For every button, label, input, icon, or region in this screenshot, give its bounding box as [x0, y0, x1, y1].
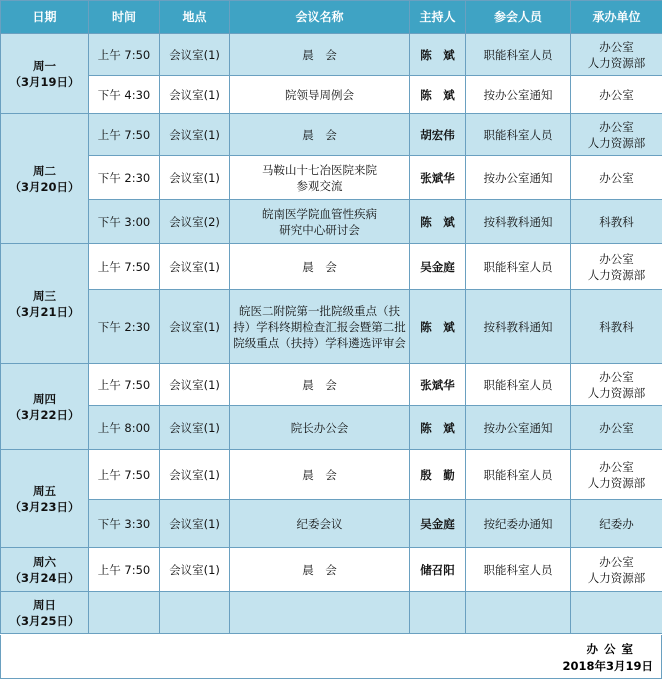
meeting-place: 会议室(1) — [160, 76, 230, 114]
table-row — [1, 76, 662, 114]
meeting-place: 会议室(1) — [160, 156, 230, 200]
meeting-time: 下午 3:00 — [89, 200, 160, 244]
meeting-attendees: 职能科室人员 — [466, 548, 571, 592]
meeting-host: 储召阳 — [410, 548, 466, 592]
day-cell — [1, 548, 89, 592]
meeting-place: 会议室(1) — [160, 34, 230, 76]
day-name: 周三 — [33, 288, 56, 303]
meeting-title: 皖南医学院血管性疾病 研究中心研讨会 — [230, 200, 410, 244]
day-cell — [1, 34, 89, 114]
meeting-attendees: 按办公室通知 — [466, 156, 571, 200]
meeting-attendees: 按办公室通知 — [466, 406, 571, 450]
day-cell — [1, 592, 89, 634]
header-time: 时间 — [89, 1, 160, 34]
table-row — [1, 34, 662, 76]
meeting-place: 会议室(1) — [160, 406, 230, 450]
day-name: 周五 — [33, 483, 56, 498]
header-attendees: 参会人员 — [466, 1, 571, 34]
meeting-time — [89, 592, 160, 634]
meeting-organizer — [571, 592, 662, 634]
meeting-place: 会议室(1) — [160, 500, 230, 548]
meeting-attendees: 按科教科通知 — [466, 200, 571, 244]
meeting-title: 院领导周例会 — [230, 76, 410, 114]
meeting-title: 晨 会 — [230, 450, 410, 500]
meeting-title: 晨 会 — [230, 364, 410, 406]
meeting-host: 吴金庭 — [410, 244, 466, 290]
meeting-host: 陈 斌 — [410, 34, 466, 76]
table-row — [1, 364, 662, 406]
day-name: 周四 — [33, 391, 56, 406]
day-cell — [1, 364, 89, 450]
day-date: （3月20日） — [9, 179, 80, 194]
meeting-host: 陈 斌 — [410, 290, 466, 364]
meeting-title — [230, 592, 410, 634]
table-row — [1, 200, 662, 244]
meeting-organizer: 办公室 — [571, 156, 662, 200]
meeting-place: 会议室(1) — [160, 244, 230, 290]
meeting-organizer: 办公室 人力资源部 — [571, 548, 662, 592]
meeting-time: 上午 7:50 — [89, 114, 160, 156]
day-date: （3月25日） — [9, 613, 80, 628]
meeting-host: 陈 斌 — [410, 406, 466, 450]
meeting-time: 上午 7:50 — [89, 548, 160, 592]
meeting-title: 马鞍山十七冶医院来院 参观交流 — [230, 156, 410, 200]
footer-date: 2018年3月19日 — [562, 659, 653, 673]
meeting-place: 会议室(1) — [160, 114, 230, 156]
meeting-attendees: 职能科室人员 — [466, 34, 571, 76]
meeting-time: 下午 4:30 — [89, 76, 160, 114]
header-organizer: 承办单位 — [571, 1, 662, 34]
meeting-organizer: 办公室 — [571, 406, 662, 450]
meeting-host: 殷 勤 — [410, 450, 466, 500]
meeting-attendees: 按纪委办通知 — [466, 500, 571, 548]
header-host: 主持人 — [410, 1, 466, 34]
meeting-place: 会议室(2) — [160, 200, 230, 244]
meeting-place: 会议室(1) — [160, 548, 230, 592]
meeting-title: 纪委会议 — [230, 500, 410, 548]
day-date: （3月22日） — [9, 407, 80, 422]
day-cell — [1, 114, 89, 244]
table-row — [1, 406, 662, 450]
header-meeting-name: 会议名称 — [230, 1, 410, 34]
table-row — [1, 244, 662, 290]
day-name: 周二 — [33, 163, 56, 178]
meeting-place — [160, 592, 230, 634]
meeting-organizer: 纪委办 — [571, 500, 662, 548]
meeting-host: 张斌华 — [410, 156, 466, 200]
day-cell — [1, 450, 89, 548]
table-row — [1, 156, 662, 200]
meeting-attendees: 职能科室人员 — [466, 114, 571, 156]
meeting-time: 下午 2:30 — [89, 290, 160, 364]
meeting-organizer: 办公室 — [571, 76, 662, 114]
meeting-attendees: 按科教科通知 — [466, 290, 571, 364]
day-name: 周一 — [33, 58, 56, 73]
meeting-host: 张斌华 — [410, 364, 466, 406]
meeting-time: 下午 2:30 — [89, 156, 160, 200]
meeting-time: 上午 7:50 — [89, 364, 160, 406]
meeting-organizer: 科教科 — [571, 290, 662, 364]
meeting-time: 上午 8:00 — [89, 406, 160, 450]
table-row — [1, 592, 662, 634]
header-row — [1, 1, 662, 34]
meeting-title: 晨 会 — [230, 114, 410, 156]
meeting-title: 皖医二附院第一批院级重点（扶持）学科终期检查汇报会暨第二批院级重点（扶持）学科遴选评审会 — [230, 290, 410, 364]
meeting-time: 下午 3:30 — [89, 500, 160, 548]
table-row — [1, 114, 662, 156]
day-date: （3月21日） — [9, 304, 80, 319]
table-row — [1, 450, 662, 500]
meeting-time: 上午 7:50 — [89, 450, 160, 500]
meeting-organizer: 办公室 人力资源部 — [571, 364, 662, 406]
meeting-attendees: 按办公室通知 — [466, 76, 571, 114]
table-row — [1, 500, 662, 548]
meeting-place: 会议室(1) — [160, 364, 230, 406]
day-date: （3月23日） — [9, 499, 80, 514]
meeting-place: 会议室(1) — [160, 290, 230, 364]
meeting-title: 晨 会 — [230, 34, 410, 76]
meeting-title: 院长办公会 — [230, 406, 410, 450]
day-cell — [1, 244, 89, 364]
meeting-organizer: 办公室 人力资源部 — [571, 450, 662, 500]
table-row — [1, 548, 662, 592]
meeting-organizer: 办公室 人力资源部 — [571, 244, 662, 290]
meeting-place: 会议室(1) — [160, 450, 230, 500]
day-date: （3月19日） — [9, 74, 80, 89]
meeting-organizer: 办公室 人力资源部 — [571, 34, 662, 76]
meeting-attendees — [466, 592, 571, 634]
day-name: 周日 — [33, 597, 56, 612]
meeting-organizer: 办公室 人力资源部 — [571, 114, 662, 156]
day-name: 周六 — [33, 554, 56, 569]
meeting-host: 胡宏伟 — [410, 114, 466, 156]
meeting-time: 上午 7:50 — [89, 244, 160, 290]
meeting-host: 吴金庭 — [410, 500, 466, 548]
meeting-host — [410, 592, 466, 634]
meeting-time: 上午 7:50 — [89, 34, 160, 76]
header-date: 日期 — [1, 1, 89, 34]
meeting-title: 晨 会 — [230, 548, 410, 592]
meeting-attendees: 职能科室人员 — [466, 450, 571, 500]
meeting-organizer: 科教科 — [571, 200, 662, 244]
meeting-attendees: 职能科室人员 — [466, 244, 571, 290]
day-date: （3月24日） — [9, 570, 80, 585]
meeting-title: 晨 会 — [230, 244, 410, 290]
table-row — [1, 290, 662, 364]
header-place: 地点 — [160, 1, 230, 34]
meeting-host: 陈 斌 — [410, 76, 466, 114]
meeting-host: 陈 斌 — [410, 200, 466, 244]
schedule-body — [1, 34, 662, 634]
footer — [0, 635, 662, 679]
meeting-attendees: 职能科室人员 — [466, 364, 571, 406]
footer-office: 办公室 — [586, 642, 639, 656]
